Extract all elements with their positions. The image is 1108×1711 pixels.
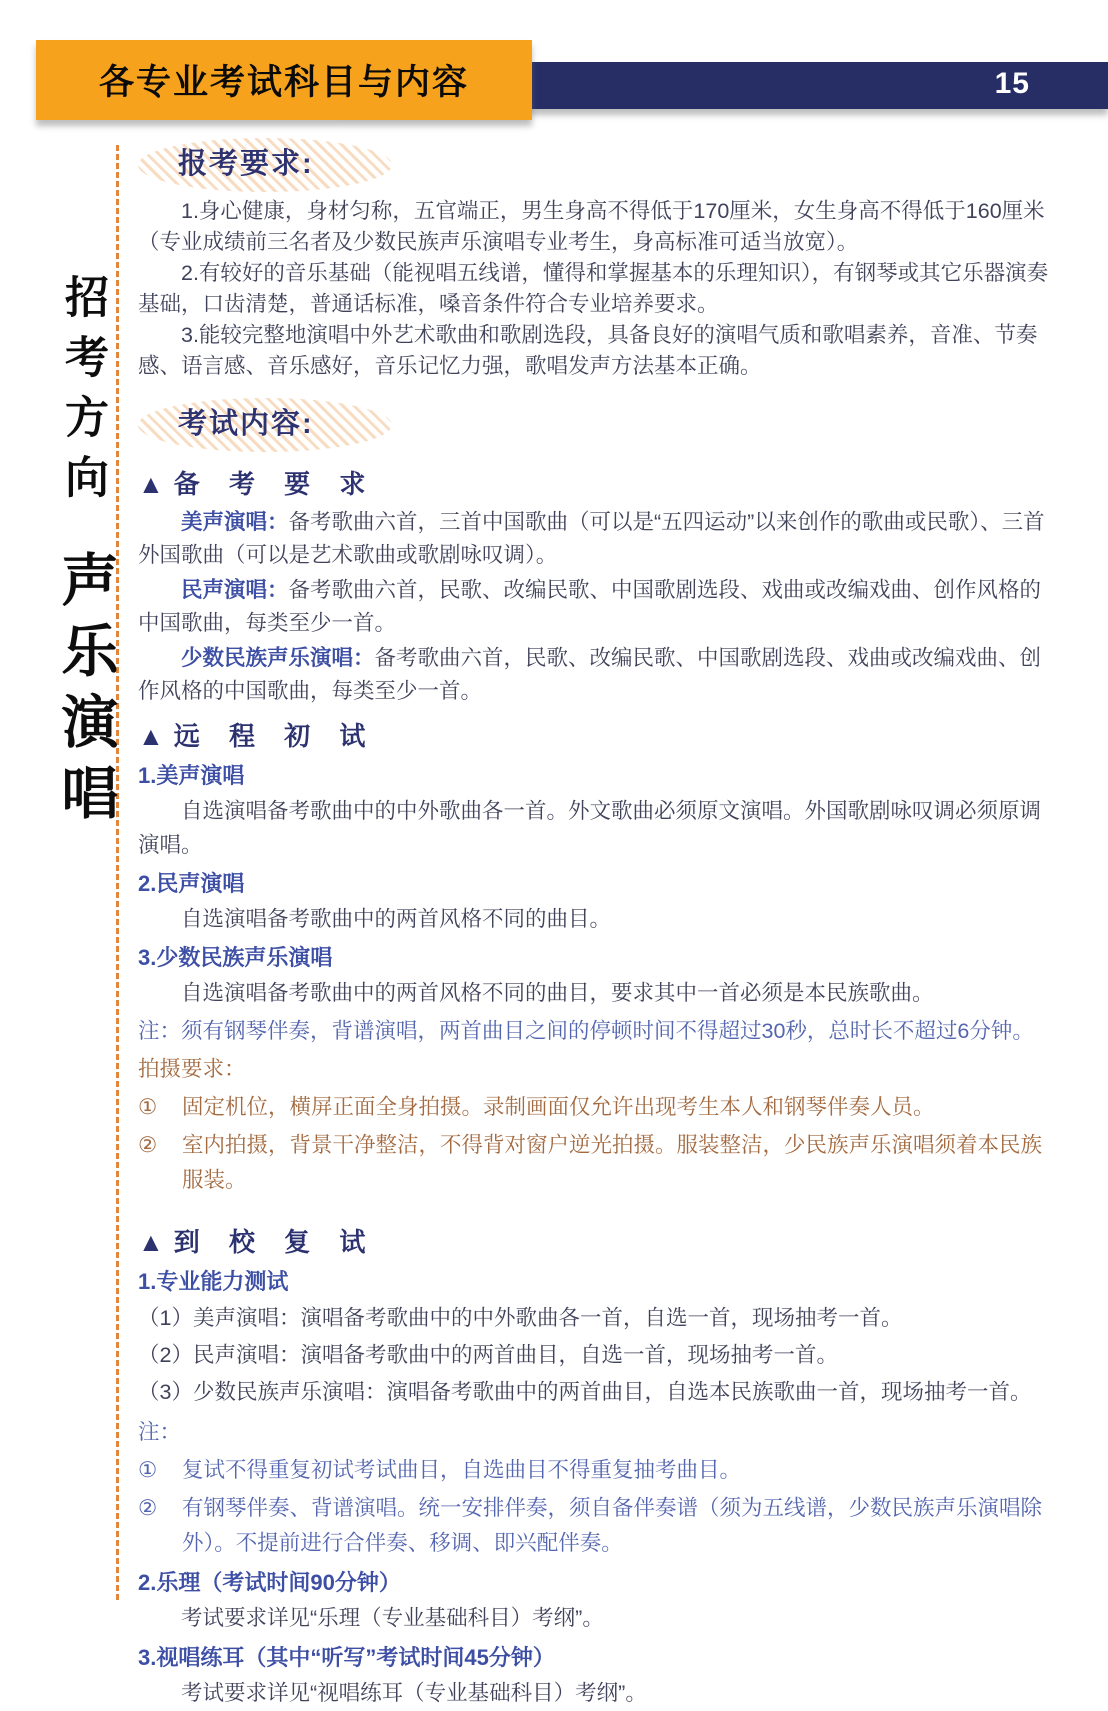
- ability-item: （2）民声演唱：演唱备考歌曲中的两首曲目，自选一首，现场抽考一首。: [138, 1343, 838, 1367]
- ability-item: （1）美声演唱：演唱备考歌曲中的中外歌曲各一首，自选一首，现场抽考一首。: [138, 1306, 903, 1330]
- prep-item-text: 备考歌曲六首，民歌、改编民歌、中国歌剧选段、戏曲或改编戏曲、创作风格的中国歌曲，每类至少一首。: [138, 646, 1042, 703]
- shooting-item: [138, 1090, 1060, 1125]
- ability-test-label: 1.专业能力测试: [138, 1269, 289, 1294]
- prep-item: [138, 574, 1060, 640]
- prep-requirements-heading: [138, 466, 1060, 502]
- oncampus-retest-heading-text: 到 校 复 试: [173, 1227, 377, 1257]
- sightsinging-exam-label: 3.视唱练耳（其中“听写”考试时间45分钟）: [138, 1645, 555, 1670]
- prep-requirements-section: [138, 506, 1060, 708]
- shooting-item-text: 固定机位，横屏正面全身拍摄。录制画面仅允许出现考生本人和钢琴伴奏人员。: [182, 1095, 935, 1119]
- sidebar-label-direction: 招考方向: [58, 274, 107, 514]
- remote-note: 注：须有钢琴伴奏，背谱演唱，两首曲目之间的停顿时间不得超过30秒，总时长不超过6分钟。: [138, 1019, 1034, 1043]
- ability-item: （3）少数民族声乐演唱：演唱备考歌曲中的两首曲目，自选本民族歌曲一首，现场抽考一首。: [138, 1380, 1032, 1404]
- prep-item-text: 备考歌曲六首，民歌、改编民歌、中国歌剧选段、戏曲或改编戏曲、创作风格的中国歌曲，每类至少一首。: [138, 578, 1042, 635]
- ability-test-items: [138, 1300, 1060, 1411]
- circled-number-icon: ①: [138, 1458, 158, 1482]
- sightsinging-exam-text: 考试要求详见“视唱练耳（专业基础科目）考纲”。: [181, 1681, 647, 1705]
- oncampus-note-item: [138, 1453, 1060, 1488]
- oncampus-retest-section: [138, 1264, 1060, 1711]
- prep-item-text: 备考歌曲六首，三首中国歌曲（可以是“五四运动”以来创作的歌曲或民歌）、三首外国歌曲（可以是艺术歌曲或歌剧咏叹调）。: [138, 510, 1045, 567]
- prep-item-label: 美声演唱：: [181, 510, 289, 534]
- apply-item: 1.身心健康，身材匀称，五官端正，男生身高不得低于170厘米，女生身高不得低于160厘米（专业成绩前三名者及少数民族声乐演唱专业考生，身高标准可适当放宽）。: [138, 199, 1045, 254]
- apply-requirements-section: [138, 196, 1060, 382]
- oncampus-note-text: 复试不得重复初试考试曲目，自选曲目不得重复抽考曲目。: [182, 1458, 742, 1482]
- prep-item: [138, 506, 1060, 572]
- page-number: 15: [994, 67, 1030, 100]
- remote-exam-section: [138, 758, 1060, 1198]
- sidebar-label-major: 声乐演唱: [53, 550, 117, 834]
- remote-item-text: 自选演唱备考歌曲中的两首风格不同的曲目，要求其中一首必须是本民族歌曲。: [181, 981, 934, 1005]
- prep-item: [138, 642, 1060, 708]
- prep-item-label: 民声演唱：: [181, 578, 289, 602]
- shooting-item-text: 室内拍摄，背景干净整洁，不得背对窗户逆光拍摄。服装整洁，少民族声乐演唱须着本民族服装。: [182, 1133, 1043, 1192]
- remote-exam-heading: [138, 718, 1060, 754]
- remote-item-label: 2.民声演唱: [138, 871, 245, 896]
- page-title-banner: [36, 40, 532, 120]
- remote-exam-heading-text: 远 程 初 试: [173, 721, 377, 751]
- shooting-item: [138, 1128, 1060, 1198]
- remote-item-label: 3.少数民族声乐演唱: [138, 945, 333, 970]
- apply-requirements-heading: 报考要求:: [138, 138, 392, 192]
- remote-item-text: 自选演唱备考歌曲中的中外歌曲各一首。外文歌曲必须原文演唱。外国歌剧咏叹调必须原调演唱。: [138, 799, 1042, 857]
- oncampus-note-item: [138, 1491, 1060, 1561]
- circled-number-icon: ②: [138, 1496, 158, 1520]
- theory-exam-label: 2.乐理（考试时间90分钟）: [138, 1570, 401, 1595]
- triangle-icon: ▲: [138, 721, 168, 751]
- triangle-icon: ▲: [138, 469, 168, 499]
- remote-item-label: 1.美声演唱: [138, 763, 245, 788]
- apply-item: 3.能较完整地演唱中外艺术歌曲和歌剧选段，具备良好的演唱气质和歌唱素养，音准、节奏感、语言感、音乐感好，音乐记忆力强，歌唱发声方法基本正确。: [138, 323, 1038, 378]
- prep-item-label: 少数民族声乐演唱：: [181, 646, 375, 670]
- shooting-requirements-heading: 拍摄要求：: [138, 1057, 246, 1081]
- prep-requirements-heading-text: 备 考 要 求: [173, 469, 377, 499]
- page-title: 各专业考试科目与内容: [98, 63, 469, 102]
- circled-number-icon: ②: [138, 1133, 158, 1157]
- circled-number-icon: ①: [138, 1095, 158, 1119]
- oncampus-note-text: 有钢琴伴奏、背谱演唱。统一安排伴奏，须自备伴奏谱（须为五线谱，少数民族声乐演唱除外）。不提前进行合伴奏、移调、即兴配伴奏。: [182, 1496, 1043, 1555]
- theory-exam-text: 考试要求详见“乐理（专业基础科目）考纲”。: [181, 1606, 604, 1630]
- exam-content-heading: 考试内容:: [138, 398, 392, 452]
- triangle-icon: ▲: [138, 1227, 168, 1257]
- oncampus-retest-heading: [138, 1224, 1060, 1260]
- main-content: [138, 138, 1060, 1711]
- remote-item-text: 自选演唱备考歌曲中的两首风格不同的曲目。: [181, 907, 612, 931]
- apply-item: 2.有较好的音乐基础（能视唱五线谱，懂得和掌握基本的乐理知识），有钢琴或其它乐器演奏基础，口齿清楚，普通话标准，嗓音条件符合专业培养要求。: [138, 261, 1049, 316]
- vertical-divider: [116, 145, 119, 1600]
- oncampus-note-label: 注：: [138, 1420, 182, 1444]
